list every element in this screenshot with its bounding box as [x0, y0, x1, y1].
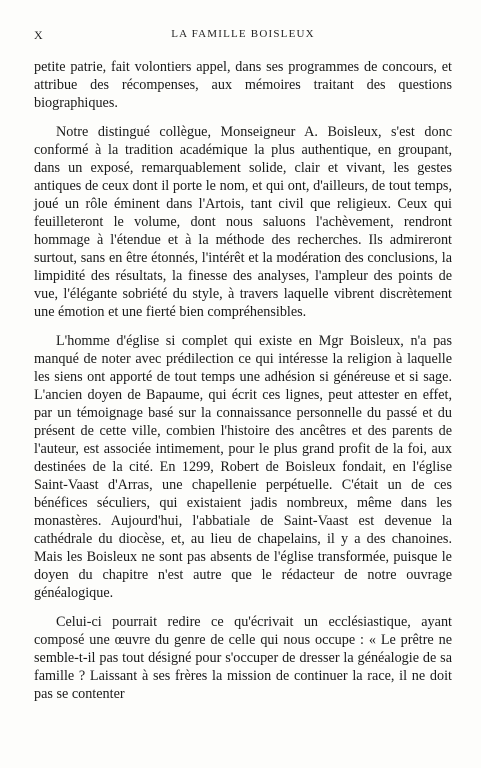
paragraph-continuation: petite patrie, fait volontiers appel, dans ses programmes de concours, et attribue des récompenses, aux mémoires traitant des questions biographiques. — [34, 59, 452, 111]
paragraph: Celui-ci pourrait redire ce qu'écrivait un ecclésiastique, ayant composé une œuvre du genre de celle qui nous occupe : « Le prêtre ne semble-t-il pas tout désigné pour s'occuper de dresser la généalogie de sa famille ? Laissant à ses frères la mission de continuer la race, il ne doit pas se contenter — [34, 614, 452, 702]
body-text — [34, 58, 452, 714]
running-header — [34, 28, 452, 46]
paragraph: L'homme d'église si complet qui existe en Mgr Boisleux, n'a pas manqué de noter avec prédilection ce qui intéresse la religion à laquelle les siens ont apporté de tout temps une adhésion si généreuse et si sage. L'ancien doyen de Bapaume, qui écrit ces lignes, peut attester en effet, par un témoignage basé sur la connaissance personnelle du passé et du présent de cette ville, combien l'histoire des ancêtres et des parents de l'auteur, est associée intimement, pour le plus grand profit de la foi, aux destinées de la cité. En 1299, Robert de Boisleux fondait, en l'église Saint-Vaast d'Arras, une chapellenie perpétuelle. C'était un de ces bénéfices séculiers, qui existaient jadis nombreux, même dans les monastères. Aujourd'hui, l'abbatiale de Saint-Vaast est devenue la cathédrale du diocèse, et, au lieu de chapelains, il y a des chanoines. Mais les Boisleux ne sont pas absents de l'église transformée, puisque le doyen du chapitre n'est autre que le rédacteur de notre ouvrage généalogique. — [34, 333, 452, 601]
running-title: LA FAMILLE BOISLEUX — [171, 28, 315, 40]
page-number: X — [34, 28, 44, 42]
paragraph: Notre distingué collègue, Monseigneur A. Boisleux, s'est donc conformé à la tradition académique la plus authentique, en groupant, dans un exposé, remarquablement solide, clair et vivant, les gestes antiques de ceux dont il porte le nom, et qui ont, d'ailleurs, de tout temps, joué un rôle éminent dans l'Artois, tant civil que religieux. Ceux qui feuilleteront le volume, dont nous saluons l'achèvement, rendront hommage à l'étendue et à la méthode des recherches. Ils admireront surtout, sans en être étonnés, l'intérêt et la modération des conclusions, la limpidité des résultats, la finesse des analyses, l'ampleur des points de vue, l'élégante sobriété du style, à travers laquelle vibrent discrètement une émotion et une fierté bien compréhensibles. — [34, 124, 452, 320]
